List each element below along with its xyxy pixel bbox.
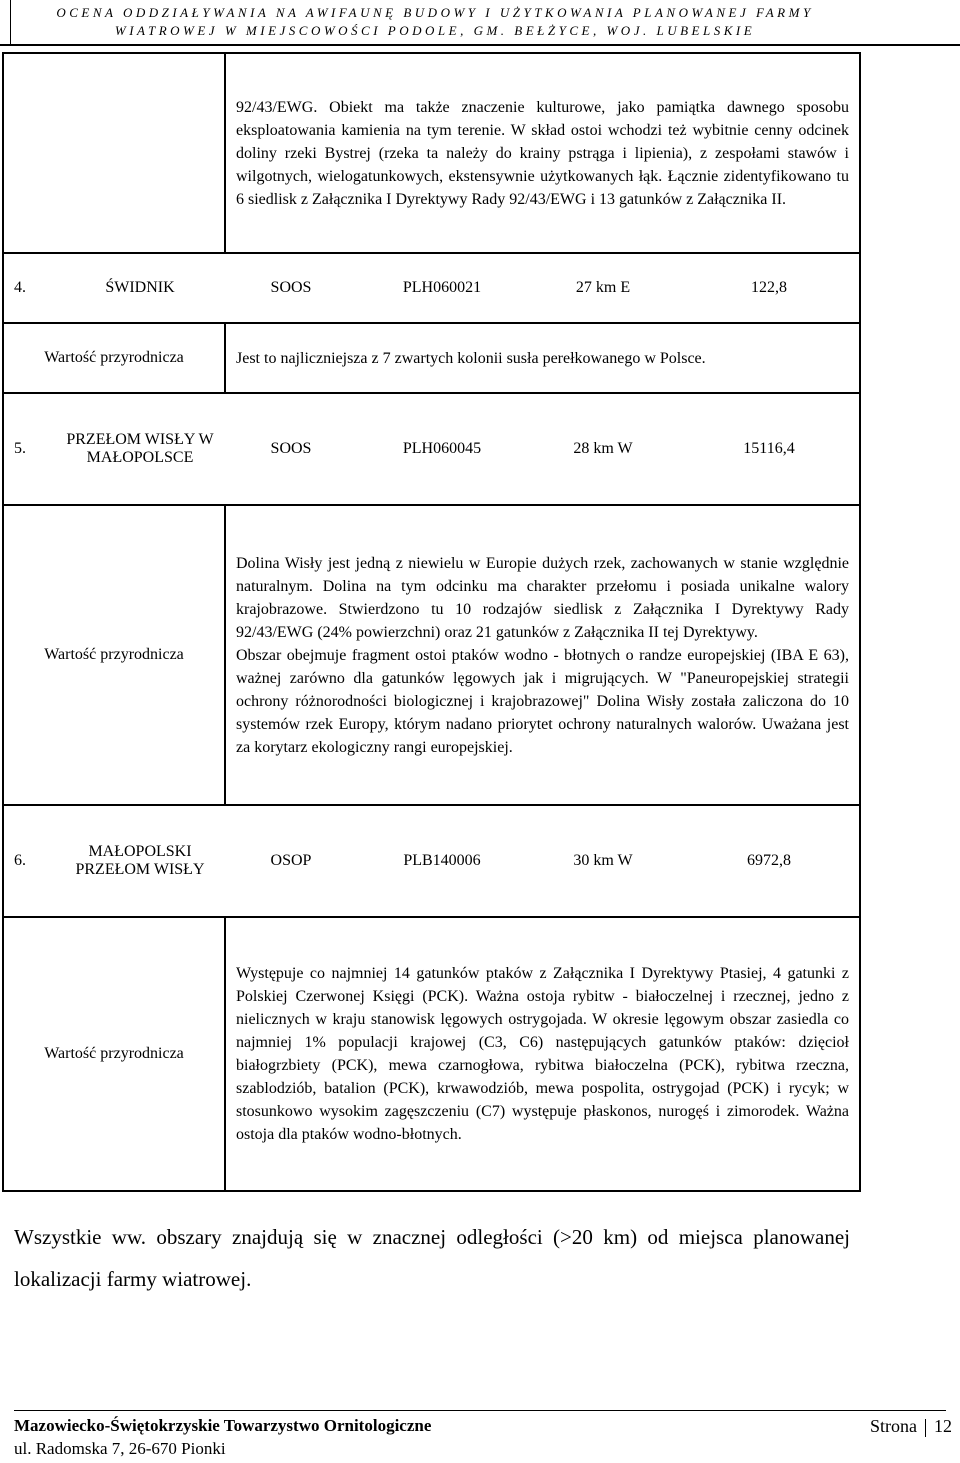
site-type: SOOS [270,279,312,296]
site-area: 122,8 [751,279,787,296]
site-header-row [3,805,860,917]
page-separator [925,1419,926,1437]
site-area: 15116,4 [743,440,795,457]
summary-paragraph: Wszystkie ww. obszary znajdują się w znacznej odległości (>20 km) od miejsca planowanej lokalizacji farmy wiatrowej. [14,1225,850,1291]
table-row [3,253,860,323]
site-description [225,505,860,805]
site-number: 4. [14,279,26,296]
table-row [3,505,860,805]
table-row [3,805,860,917]
site-distance: 30 km W [573,852,633,869]
site-number: 6. [14,852,26,869]
site-area: 6972,8 [747,852,791,869]
description-paragraph: Obszar obejmuje fragment ostoi ptaków wodno - błotnych o randze europejskiej (IBA E 63), ważnej zarówno dla gatunków lęgowych jak i migrujących. W "Paneuropejskiej strategii ochrony różnorodności biologicznej i krajobrazowej" Dolina Wisły została zaliczona do 10 systemów rzek Europy, którym nadano priorytet ochrony naturalnych walorów. Uważana jest za korytarz ekologiczny rangi europejskiej. [236,646,849,756]
site-distance: 28 km W [573,440,633,457]
page-header [0,0,960,44]
header-title-line2: WIATROWEJ W MIEJSCOWOŚCI PODOLE, GM. BEŁŻYCE, WOJ. LUBELSKIE [114,23,756,38]
header-title-line1: OCENA ODDZIAŁYWANIA NA AWIFAUNĘ BUDOWY I UŻYTKOWANIA PLANOWANEJ FARMY [56,5,814,20]
site-code: PLH060021 [402,279,482,296]
empty-label-cell [3,53,225,253]
nature-value-label: Wartość przyrodnicza [3,323,225,393]
site-description: 92/43/EWG. Obiekt ma także znaczenie kulturowe, jako pamiątka dawnego sposobu eksploatowania kamienia na tym terenie. W skład ostoi wchodzi też wybitnie cenny odcinek doliny rzeki Bystrej (rzeka ta należy do krainy pstrąga i lipienia), z zespołami stawów i wilgotnych, wielogatunkowych, ekstensywnie użytkowanych łąk. Łącznie zidentyfikowano tu 6 siedlisk z Załącznika I Dyrektywy Rady 92/43/EWG i 13 gatunków z Załącznika II. [225,53,860,253]
site-code: PLH060045 [402,440,482,457]
site-description: Występuje co najmniej 14 gatunków ptaków z Załącznika I Dyrektywy Ptasiej, 4 gatunki z Polskiej Czerwonej Księgi (PCK). Ważna ostoja rybitw - białoczelnej i rzecznej, jedno z nielicznych w kraju stanowisk lęgowych ostrygojada. W okresie lęgowym obszar zasiedla co najmniej 1% populacji krajowej (C3, C6) następujących gatunków ptaków: dzięcioł białogrzbiety (PCK), mewa czarnogłowa, rybitwa białoczelna (PCK), rybitwa rzeczna, szablodziób, batalion (PCK), krwawodziób, mewa pospolita, ostrygojad (PCK) i rycyk; w stosunkowo wysokim zagęszczeniu (C7) występuje płaskonos, nurogęś i zimorodek. Ważna ostoja dla ptaków wodno-błotnych. [225,917,860,1191]
footer-address: ul. Radomska 7, 26-670 Pionki [14,1439,226,1458]
site-code: PLB140006 [403,852,481,869]
page-number: 12 [934,1416,952,1436]
nature-value-label: Wartość przyrodnicza [3,917,225,1191]
natura-sites-table [2,52,861,1192]
page-label: Strona [870,1416,917,1436]
site-distance: 27 km E [575,279,631,296]
table-row [3,323,860,393]
site-description: Jest to najliczniejsza z 7 zwartych kolonii susła perełkowanego w Polsce. [225,323,860,393]
table-row [3,917,860,1191]
site-type: OSOP [270,852,312,869]
site-header-row [3,393,860,505]
nature-value-label: Wartość przyrodnicza [3,505,225,805]
footer-divider [14,1410,946,1411]
site-header-row [3,253,860,323]
site-name: ŚWIDNIK [105,279,175,296]
header-rule [10,0,11,44]
site-name: MAŁOPOLSKI PRZEŁOM WISŁY [75,843,205,878]
page-number-block [870,1416,952,1437]
header-divider [0,44,960,46]
site-type: SOOS [270,440,312,457]
site-number: 5. [14,440,26,457]
description-paragraph: Dolina Wisły jest jedną z niewielu w Europie dużych rzek, zachowanych w stanie względnie naturalnym. Dolina na tym odcinku ma charakter przełomu i posiada unikalne walory krajobrazowe. Stwierdzono tu 10 rodzajów siedlisk z Załącznika I Dyrektywy Rady 92/43/EWG (24% powierzchni) oraz 21 gatunków z Załącznika II tej Dyrektywy. [236,554,849,641]
table-row [3,53,860,253]
footer-organization: Mazowiecko-Świętokrzyskie Towarzystwo Ornitologiczne [14,1416,432,1435]
site-name: PRZEŁOM WISŁY W MAŁOPOLSCE [66,431,214,466]
table-row [3,393,860,505]
